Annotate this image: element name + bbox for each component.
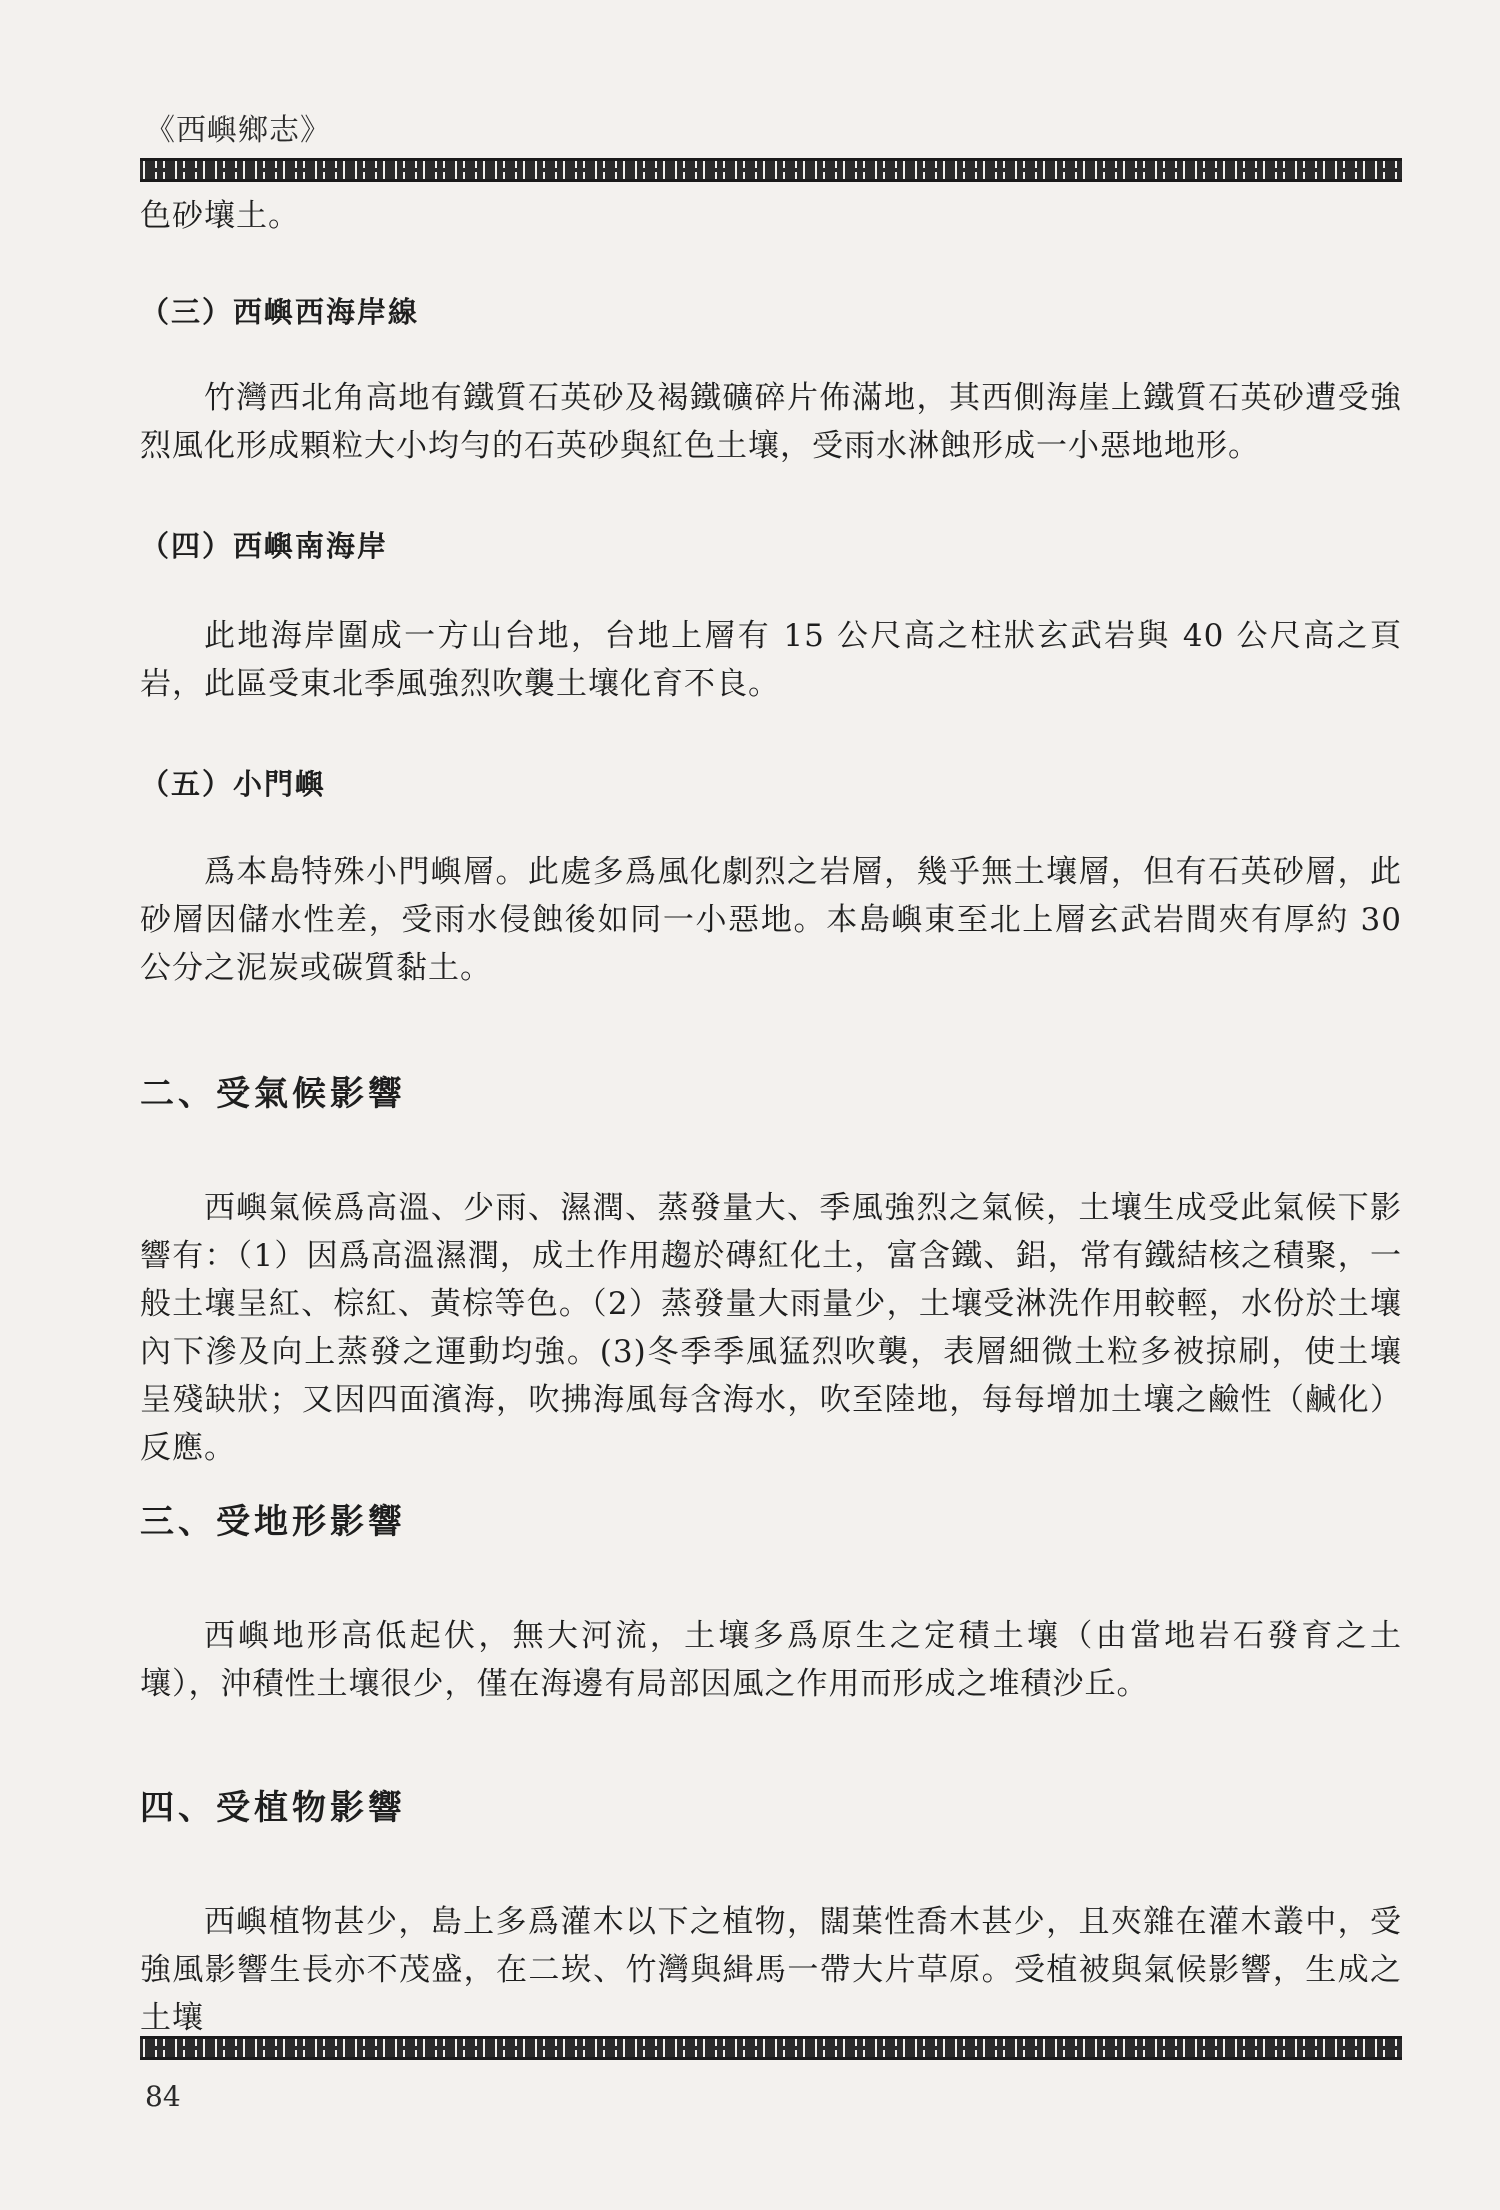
paragraph-vegetation: 西嶼植物甚少，島上多爲灌木以下之植物，闊葉性喬木甚少，且夾雜在灌木叢中，受強風影響生長亦不茂盛，在二崁、竹灣與緝馬一帶大片草原。受植被與氣候影響，生成之土壤 [140, 1904, 1402, 2036]
section-heading-climate: 二、受氣候影響 [140, 1074, 406, 1114]
paragraph-climate: 西嶼氣候爲高溫、少雨、濕潤、蒸發量大、季風強烈之氣候，土壤生成受此氣候下影響有：（1）因爲高溫濕潤，成土作用趨於磚紅化土，富含鐵、鋁，常有鐵結核之積聚，一般土壤呈紅、棕紅、黃棕等色。（2）蒸發量大雨量少，土壤受淋洗作用較輕，水份於土壤內下滲及向上蒸發之運動均強。(3)冬季季風猛烈吹襲，表層細微土粒多被掠刷，使土壤呈殘缺狀；又因四面濱海，吹拂海風每含海水，吹至陸地，每每增加土壤之鹼性（鹹化）反應。 [140, 1190, 1402, 1466]
continuation-text: 色砂壤土。 [140, 198, 300, 234]
paragraph-terrain: 西嶼地形高低起伏，無大河流，土壤多爲原生之定積土壤（由當地岩石發育之土壤），沖積性土壤很少，僅在海邊有局部因風之作用而形成之堆積沙丘。 [140, 1618, 1402, 1702]
decorative-border-top [140, 158, 1402, 182]
paragraph-west-coast: 竹灣西北角高地有鐵質石英砂及褐鐵礦碎片佈滿地，其西側海崖上鐵質石英砂遭受強烈風化形成顆粒大小均勻的石英砂與紅色土壤，受雨水淋蝕形成一小惡地地形。 [140, 380, 1402, 464]
subheading-xiaomen-islet: （五）小門嶼 [140, 767, 327, 801]
section-heading-terrain: 三、受地形影響 [140, 1502, 406, 1542]
paragraph-south-coast: 此地海岸圍成一方山台地，台地上層有 15 公尺高之柱狀玄武岩與 40 公尺高之頁岩，此區受東北季風強烈吹襲土壤化育不良。 [140, 618, 1402, 702]
section-heading-vegetation: 四、受植物影響 [140, 1788, 406, 1828]
running-title: 《西嶼鄉志》 [145, 113, 331, 148]
paragraph-xiaomen-islet: 爲本島特殊小門嶼層。此處多爲風化劇烈之岩層，幾乎無土壤層，但有石英砂層，此砂層因儲水性差，受雨水侵蝕後如同一小惡地。本島嶼東至北上層玄武岩間夾有厚約 30 公分之泥炭或碳質黏土。 [140, 854, 1402, 986]
page-number: 84 [145, 2080, 181, 2113]
decorative-border-bottom [140, 2036, 1402, 2060]
subheading-south-coast: （四）西嶼南海岸 [140, 529, 389, 563]
subheading-west-coast: （三）西嶼西海岸線 [140, 295, 420, 329]
